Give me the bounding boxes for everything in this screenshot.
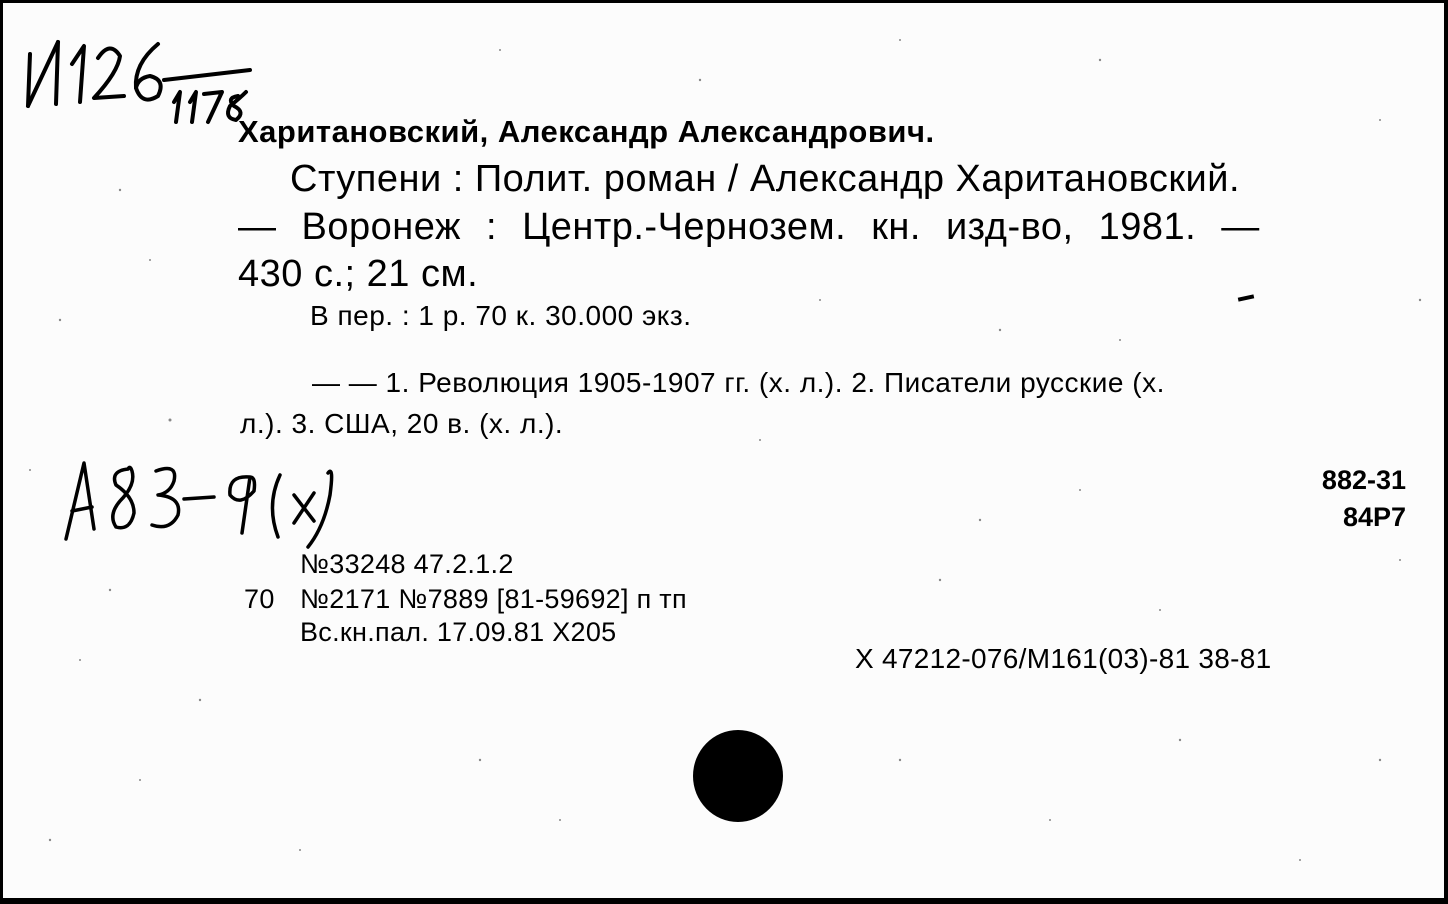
imprint-statement: — Воронеж : Центр.-Чернозем. кн. изд-во, 1981. — [238,206,1260,248]
subject-headings-line-2: л.). 3. США, 20 в. (х. л.). [240,408,564,439]
subject-headings-line-1: — — 1. Революция 1905-1907 гг. (х. л.). 2. Писатели русские (х. [312,367,1165,398]
service-record-prefix: 70 [244,584,275,614]
card-punch-hole [693,730,783,822]
physical-description: 430 с.; 21 см. [238,253,479,295]
service-record-line-3: Вс.кн.пал. 17.09.81 Х205 [300,617,617,647]
author-heading: Харитановский, Александр Александрович. [238,114,935,149]
price-and-print-run: В пер. : 1 р. 70 к. 30.000 экз. [310,300,692,331]
classification-code-udc: 882-31 [1321,465,1406,495]
handwritten-inventory-number [58,455,398,555]
service-record-line-2: №2171 №7889 [81-59692] п тп [300,584,687,614]
classification-code-bbk: 84Р7 [1342,502,1406,532]
service-record-line-1: №33248 47.2.1.2 [300,549,514,579]
publisher-code-line: Х 47212-076/М161(03)-81 38-81 [855,643,1272,674]
handwritten-call-number [14,14,264,139]
title-statement: Ступени : Полит. роман / Александр Харитановский. [290,158,1241,200]
